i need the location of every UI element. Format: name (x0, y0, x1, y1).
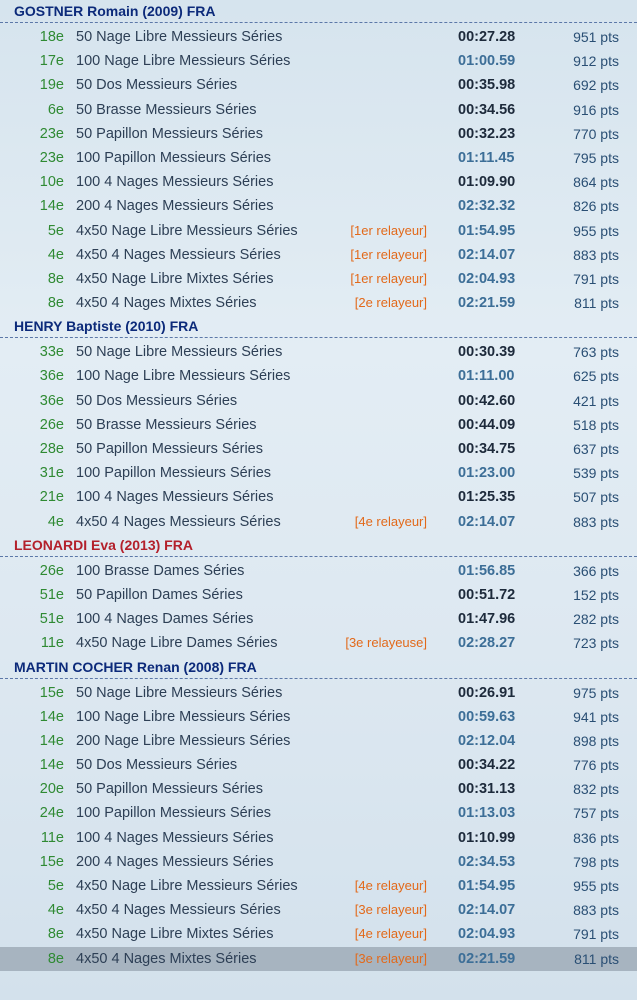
result-row[interactable] (0, 753, 637, 777)
time-cell: 00:30.39 (458, 344, 516, 361)
relay-position-label: [1er relayeur] (350, 270, 427, 286)
time-cell: 01:11.45 (458, 149, 515, 166)
relay-position-label: [4e relayeur] (354, 926, 427, 942)
time-cell: 01:47.96 (458, 611, 516, 628)
time-cell: 02:14.07 (458, 902, 516, 919)
points-cell: 836 pts (573, 829, 619, 846)
rank-cell: 4e (47, 902, 64, 919)
event-name-link[interactable]: 50 Papillon Messieurs Séries (76, 125, 263, 142)
rank-cell: 11e (40, 829, 64, 846)
result-row[interactable] (0, 340, 637, 364)
points-cell: 282 pts (573, 611, 619, 628)
points-cell: 883 pts (573, 513, 619, 530)
rank-cell: 15e (39, 853, 64, 870)
rank-cell: 14e (39, 732, 64, 749)
rank-cell: 21e (39, 489, 64, 506)
rank-cell: 28e (39, 441, 64, 457)
points-cell: 883 pts (573, 902, 619, 919)
rank-cell: 5e (47, 878, 64, 894)
rank-cell: 36e (39, 392, 64, 409)
time-cell: 01:10.99 (458, 829, 516, 846)
time-cell: 02:12.04 (458, 732, 516, 749)
rank-cell: 19e (39, 77, 64, 94)
result-row[interactable] (0, 122, 637, 146)
points-cell: 507 pts (573, 489, 619, 506)
result-row[interactable] (0, 25, 637, 49)
result-row[interactable] (0, 73, 637, 97)
event-name-link[interactable]: 50 Nage Libre Messieurs Séries (76, 29, 283, 45)
result-row[interactable] (0, 49, 637, 73)
event-name-link[interactable]: 100 Nage Libre Messieurs Séries (76, 368, 291, 385)
points-cell: 955 pts (573, 222, 619, 239)
points-cell: 795 pts (573, 149, 619, 166)
points-cell: 637 pts (573, 441, 619, 457)
rank-cell: 26e (39, 416, 64, 433)
time-cell: 01:11.00 (458, 368, 515, 385)
rank-cell: 33e (39, 344, 64, 361)
swimmer-name-header[interactable]: MARTIN COCHER Renan (2008) FRA (0, 656, 637, 679)
result-row[interactable] (0, 607, 637, 631)
rank-cell: 4e (47, 246, 64, 263)
event-name-link[interactable]: 4x50 4 Nages Mixtes Séries (76, 950, 257, 967)
time-cell: 01:54.95 (458, 222, 516, 239)
result-row[interactable] (0, 146, 637, 170)
time-cell: 02:14.07 (458, 513, 516, 530)
result-row[interactable] (0, 583, 637, 607)
points-cell: 152 pts (573, 586, 619, 603)
event-name-link[interactable]: 50 Brasse Messieurs Séries (76, 101, 257, 118)
time-cell: 02:21.59 (458, 950, 516, 967)
time-cell: 00:34.22 (458, 757, 516, 774)
points-cell: 692 pts (573, 77, 619, 94)
swimmer-name-header[interactable]: HENRY Baptiste (2010) FRA (0, 315, 637, 338)
event-name-link[interactable]: 100 Nage Libre Messieurs Séries (76, 53, 291, 70)
time-cell: 00:32.23 (458, 125, 516, 142)
result-row[interactable] (0, 681, 637, 705)
swimmer-name-header[interactable]: LEONARDI Eva (2013) FRA (0, 534, 637, 557)
rank-cell: 8e (47, 926, 64, 943)
points-cell: 791 pts (573, 926, 619, 943)
result-row[interactable] (0, 437, 637, 461)
points-cell: 912 pts (573, 53, 619, 70)
points-cell: 955 pts (573, 878, 619, 894)
time-cell: 01:25.35 (458, 489, 516, 506)
rank-cell: 14e (39, 198, 64, 215)
swimmer-name-header[interactable]: GOSTNER Romain (2009) FRA (0, 0, 637, 23)
points-cell: 811 pts (574, 950, 619, 967)
result-row[interactable] (0, 729, 637, 753)
points-cell: 898 pts (573, 732, 619, 749)
points-cell: 723 pts (573, 635, 619, 652)
rank-cell: 24e (39, 805, 64, 822)
points-cell: 811 pts (574, 295, 619, 312)
time-cell: 00:44.09 (458, 416, 516, 433)
event-name-link[interactable]: 100 Papillon Messieurs Séries (76, 465, 272, 482)
time-cell: 01:00.59 (458, 53, 516, 70)
time-cell: 02:04.93 (458, 270, 516, 287)
result-row[interactable] (0, 389, 637, 413)
result-row[interactable] (0, 922, 637, 946)
points-cell: 421 pts (573, 392, 619, 409)
time-cell: 01:23.00 (458, 465, 516, 482)
rank-cell: 14e (39, 708, 64, 725)
event-name-link[interactable]: 4x50 Nage Libre Messieurs Séries (76, 222, 298, 239)
event-name-link[interactable]: 50 Nage Libre Messieurs Séries (76, 344, 283, 361)
rank-cell: 18e (39, 29, 64, 45)
result-row[interactable] (0, 631, 637, 655)
event-name-link[interactable]: 4x50 Nage Libre Dames Séries (76, 635, 278, 652)
event-name-link[interactable]: 50 Dos Messieurs Séries (76, 77, 238, 94)
event-name-link[interactable]: 200 Nage Libre Messieurs Séries (76, 732, 291, 749)
time-cell: 00:42.60 (458, 392, 516, 409)
result-row[interactable] (0, 874, 637, 898)
rank-cell: 26e (39, 562, 64, 579)
rank-cell: 10e (39, 174, 64, 191)
event-name-link[interactable]: 50 Dos Messieurs Séries (76, 757, 238, 774)
result-row[interactable] (0, 194, 637, 218)
points-cell: 941 pts (573, 708, 619, 725)
points-cell: 625 pts (573, 368, 619, 385)
result-row[interactable] (0, 243, 637, 267)
time-cell: 02:04.93 (458, 926, 516, 943)
result-row[interactable] (0, 364, 637, 388)
time-cell: 00:51.72 (458, 586, 516, 603)
time-cell: 02:34.53 (458, 853, 516, 870)
time-cell: 00:34.75 (458, 441, 516, 457)
rank-cell: 6e (47, 101, 64, 118)
event-name-link[interactable]: 4x50 4 Nages Mixtes Séries (76, 295, 257, 312)
relay-position-label: [3e relayeur] (354, 902, 427, 918)
event-name-link[interactable]: 50 Papillon Messieurs Séries (76, 781, 263, 798)
event-name-link[interactable]: 50 Papillon Messieurs Séries (76, 441, 263, 457)
points-cell: 518 pts (573, 416, 619, 433)
result-row[interactable] (0, 850, 637, 874)
event-name-link[interactable]: 50 Nage Libre Messieurs Séries (76, 684, 283, 701)
rank-cell: 23e (39, 125, 64, 142)
points-cell: 951 pts (573, 29, 619, 45)
time-cell: 00:31.13 (458, 781, 516, 798)
time-cell: 01:13.03 (458, 805, 516, 822)
event-name-link[interactable]: 4x50 4 Nages Messieurs Séries (76, 246, 281, 263)
time-cell: 02:14.07 (458, 246, 516, 263)
event-name-link[interactable]: 4x50 Nage Libre Mixtes Séries (76, 270, 274, 287)
time-cell: 01:54.95 (458, 878, 516, 894)
time-cell: 01:56.85 (458, 562, 516, 579)
event-name-link[interactable]: 4x50 Nage Libre Messieurs Séries (76, 878, 298, 894)
rank-cell: 11e (40, 635, 64, 652)
result-row[interactable] (0, 826, 637, 850)
event-name-link[interactable]: 100 Brasse Dames Séries (76, 562, 245, 579)
relay-position-label: [4e relayeur] (354, 513, 427, 529)
rank-cell: 8e (47, 270, 64, 287)
rank-cell: 8e (47, 950, 64, 967)
points-cell: 832 pts (573, 781, 619, 798)
result-row[interactable] (0, 461, 637, 485)
time-cell: 02:21.59 (458, 295, 516, 312)
event-name-link[interactable]: 100 Papillon Messieurs Séries (76, 149, 272, 166)
event-name-link[interactable]: 4x50 Nage Libre Mixtes Séries (76, 926, 274, 943)
points-cell: 776 pts (573, 757, 619, 774)
points-cell: 883 pts (573, 246, 619, 263)
rank-cell: 31e (39, 465, 64, 482)
relay-position-label: [4e relayeur] (354, 878, 427, 893)
event-name-link[interactable]: 4x50 4 Nages Messieurs Séries (76, 513, 281, 530)
relay-position-label: [3e relayeur] (354, 950, 427, 966)
result-row[interactable] (0, 98, 637, 122)
result-row[interactable] (0, 510, 637, 534)
event-name-link[interactable]: 50 Dos Messieurs Séries (76, 392, 238, 409)
result-row[interactable] (0, 947, 637, 971)
rank-cell: 36e (39, 368, 64, 385)
event-name-link[interactable]: 50 Papillon Dames Séries (76, 586, 243, 603)
relay-position-label: [3e relayeuse] (345, 635, 427, 651)
result-row[interactable] (0, 485, 637, 509)
points-cell: 539 pts (573, 465, 619, 482)
relay-position-label: [1er relayeur] (350, 246, 427, 262)
relay-position-label: [2e relayeur] (354, 295, 427, 311)
rank-cell: 8e (47, 295, 64, 312)
result-row[interactable] (0, 170, 637, 194)
points-cell: 366 pts (573, 562, 619, 579)
time-cell: 01:09.90 (458, 174, 516, 191)
result-row[interactable] (0, 705, 637, 729)
rank-cell: 5e (47, 222, 64, 239)
time-cell: 02:32.32 (458, 198, 516, 215)
rank-cell: 51e (39, 586, 64, 603)
result-row[interactable] (0, 898, 637, 922)
rank-cell: 14e (39, 757, 64, 774)
event-name-link[interactable]: 4x50 4 Nages Messieurs Séries (76, 902, 281, 919)
result-row[interactable] (0, 413, 637, 437)
time-cell: 00:35.98 (458, 77, 516, 94)
event-name-link[interactable]: 100 4 Nages Dames Séries (76, 611, 254, 628)
event-name-link[interactable]: 100 Nage Libre Messieurs Séries (76, 708, 291, 725)
points-cell: 916 pts (573, 101, 619, 118)
result-row[interactable] (0, 801, 637, 825)
time-cell: 00:34.56 (458, 101, 516, 118)
time-cell: 00:27.28 (458, 29, 516, 45)
points-cell: 826 pts (573, 198, 619, 215)
points-cell: 770 pts (573, 125, 619, 142)
rank-cell: 51e (39, 611, 64, 628)
points-cell: 798 pts (573, 853, 619, 870)
event-name-link[interactable]: 100 Papillon Messieurs Séries (76, 805, 272, 822)
time-cell: 00:59.63 (458, 708, 516, 725)
rank-cell: 20e (39, 781, 64, 798)
event-name-link[interactable]: 100 4 Nages Messieurs Séries (76, 829, 274, 846)
points-cell: 975 pts (573, 684, 619, 701)
result-row[interactable] (0, 777, 637, 801)
rank-cell: 17e (39, 53, 64, 70)
time-cell: 00:26.91 (458, 684, 516, 701)
points-cell: 864 pts (573, 174, 619, 191)
result-row[interactable] (0, 219, 637, 243)
rank-cell: 23e (39, 149, 64, 166)
event-name-link[interactable]: 200 4 Nages Messieurs Séries (76, 198, 274, 215)
points-cell: 791 pts (573, 270, 619, 287)
event-name-link[interactable]: 100 4 Nages Messieurs Séries (76, 174, 274, 191)
rank-cell: 4e (47, 513, 64, 530)
points-cell: 757 pts (573, 805, 619, 822)
event-name-link[interactable]: 50 Brasse Messieurs Séries (76, 416, 257, 433)
event-name-link[interactable]: 100 4 Nages Messieurs Séries (76, 489, 274, 506)
event-name-link[interactable]: 200 4 Nages Messieurs Séries (76, 853, 274, 870)
relay-position-label: [1er relayeur] (350, 222, 427, 238)
result-row[interactable] (0, 559, 637, 583)
time-cell: 02:28.27 (458, 635, 516, 652)
rank-cell: 15e (39, 684, 64, 701)
result-row[interactable] (0, 291, 637, 315)
points-cell: 763 pts (573, 344, 619, 361)
result-row[interactable] (0, 267, 637, 291)
